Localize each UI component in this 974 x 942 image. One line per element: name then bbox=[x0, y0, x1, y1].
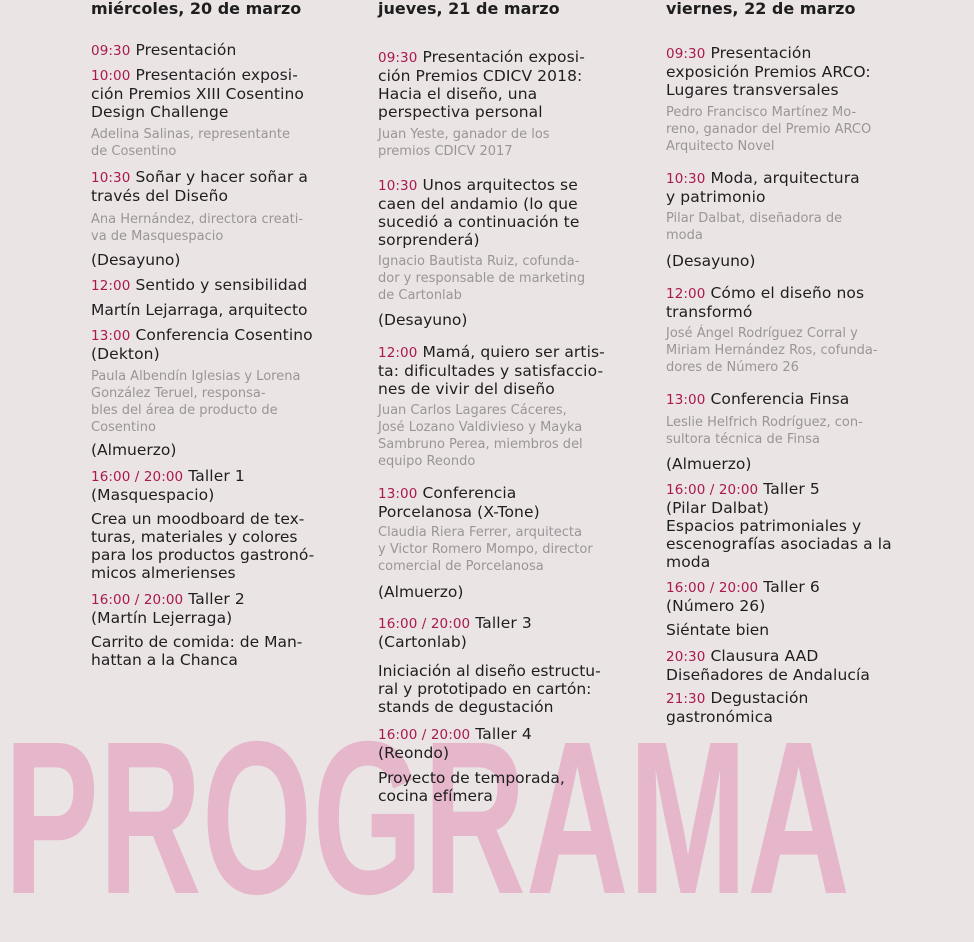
schedule-note bbox=[91, 441, 331, 459]
schedule-title: Proyecto de temporada, cocina efímera bbox=[378, 769, 565, 805]
schedule-speaker: José Ángel Rodríguez Corral y Miriam Hernández Ros, cofunda- dores de Número 26 bbox=[666, 326, 878, 375]
schedule-title: (Desayuno) bbox=[91, 251, 181, 269]
schedule-item bbox=[378, 48, 618, 121]
schedule-title: Soñar y hacer soñar a través del Diseño bbox=[91, 168, 308, 205]
schedule-note bbox=[666, 621, 906, 639]
schedule-time: 16:00 / 20:00 bbox=[91, 469, 184, 485]
schedule-time: 09:30 bbox=[378, 50, 418, 66]
schedule-title: Carrito de comida: de Man- hattan a la Chanca bbox=[91, 633, 303, 669]
schedule-note bbox=[378, 583, 618, 601]
schedule-item bbox=[378, 725, 618, 762]
schedule-title: Taller 6 (Número 26) bbox=[666, 578, 820, 615]
schedule-title: Mamá, quiero ser artis- ta: dificultades y satisfaccio- nes de vivir del diseño bbox=[378, 343, 605, 398]
schedule-time: 10:00 bbox=[91, 68, 131, 84]
schedule-time: 16:00 / 20:00 bbox=[378, 616, 471, 632]
schedule-item bbox=[666, 480, 906, 571]
schedule-time: 10:30 bbox=[666, 171, 706, 187]
schedule-title: Cómo el diseño nos transformó bbox=[666, 284, 865, 321]
schedule-time: 10:30 bbox=[378, 178, 418, 194]
day-heading: miércoles, 20 de marzo bbox=[91, 0, 302, 18]
schedule-time: 13:00 bbox=[378, 486, 418, 502]
schedule-item bbox=[91, 168, 331, 205]
schedule-time: 09:30 bbox=[91, 43, 131, 59]
schedule-note bbox=[91, 510, 331, 582]
day-heading: viernes, 22 de marzo bbox=[666, 0, 856, 18]
schedule-time: 21:30 bbox=[666, 691, 706, 707]
schedule-speaker: Ana Hernández, directora creati- va de Masquespacio bbox=[91, 212, 304, 244]
schedule-time: 09:30 bbox=[666, 46, 706, 62]
schedule-time: 13:00 bbox=[666, 392, 706, 408]
schedule-item bbox=[378, 484, 618, 521]
schedule-note bbox=[91, 633, 331, 669]
watermark-text: PROGRAMA bbox=[4, 718, 850, 918]
schedule-title: Sentido y sensibilidad bbox=[135, 276, 308, 294]
schedule-item bbox=[666, 578, 906, 615]
schedule-title: Taller 3 (Cartonlab) bbox=[378, 614, 532, 651]
schedule-title: (Almuerzo) bbox=[378, 583, 464, 601]
schedule-title: Taller 5 (Pilar Dalbat) Espacios patrimoniales y escenografías asociadas a la moda bbox=[666, 480, 892, 571]
schedule-note bbox=[378, 769, 618, 805]
schedule-item bbox=[666, 169, 906, 206]
schedule-title: Taller 1 (Masquespacio) bbox=[91, 467, 245, 504]
schedule-title: Taller 4 (Reondo) bbox=[378, 725, 532, 762]
schedule-time: 12:00 bbox=[91, 278, 131, 294]
schedule-title: Presentación bbox=[135, 41, 237, 59]
schedule-note bbox=[378, 311, 618, 329]
schedule-item bbox=[91, 276, 331, 295]
schedule-time: 20:30 bbox=[666, 649, 706, 665]
schedule-speaker: Juan Yeste, ganador de los premios CDICV 2017 bbox=[378, 127, 550, 159]
schedule-title: Iniciación al diseño estructu- ral y prototipado en cartón: stands de degustación bbox=[378, 662, 601, 716]
schedule-title: Unos arquitectos se caen del andamio (lo que sucedió a continuación te sorprenderá) bbox=[378, 176, 580, 249]
schedule-item bbox=[91, 467, 331, 504]
schedule-item bbox=[91, 326, 331, 363]
schedule-item bbox=[666, 284, 906, 321]
day-heading: jueves, 21 de marzo bbox=[378, 0, 560, 18]
schedule-title: Taller 2 (Martín Lejerraga) bbox=[91, 590, 245, 627]
schedule-title: (Desayuno) bbox=[378, 311, 468, 329]
schedule-item bbox=[666, 647, 906, 684]
schedule-time: 16:00 / 20:00 bbox=[666, 482, 759, 498]
schedule-note bbox=[91, 251, 331, 269]
schedule-title: (Almuerzo) bbox=[91, 441, 177, 459]
schedule-speaker: Paula Albendín Iglesias y Lorena González Teruel, responsa- bles del área de producto de Cosentino bbox=[91, 369, 301, 435]
schedule-item bbox=[91, 590, 331, 627]
schedule-note bbox=[666, 455, 906, 473]
schedule-title: Conferencia Finsa bbox=[710, 390, 850, 408]
schedule-speaker: Leslie Helfrich Rodríguez, con- sultora técnica de Finsa bbox=[666, 415, 863, 447]
schedule-time: 12:00 bbox=[378, 345, 418, 361]
schedule-time: 16:00 / 20:00 bbox=[378, 727, 471, 743]
schedule-title: Conferencia Porcelanosa (X-Tone) bbox=[378, 484, 540, 521]
schedule-speaker: Adelina Salinas, representante de Cosentino bbox=[91, 127, 290, 159]
schedule-item bbox=[378, 614, 618, 651]
schedule-item bbox=[378, 343, 618, 398]
schedule-item bbox=[666, 44, 906, 99]
schedule-speaker: Pilar Dalbat, diseñadora de moda bbox=[666, 211, 843, 243]
schedule-note bbox=[378, 662, 618, 716]
schedule-title: Presentación exposi- ción Premios CDICV 2018: Hacia el diseño, una perspectiva personal bbox=[378, 48, 585, 121]
schedule-item bbox=[666, 689, 906, 726]
schedule-note bbox=[91, 301, 331, 319]
schedule-title: Moda, arquitectura y patrimonio bbox=[666, 169, 860, 206]
schedule-time: 16:00 / 20:00 bbox=[91, 592, 184, 608]
schedule-title: (Desayuno) bbox=[666, 252, 756, 270]
schedule-speaker: Pedro Francisco Martínez Mo- reno, ganador del Premio ARCO Arquitecto Novel bbox=[666, 105, 872, 154]
schedule-item bbox=[91, 66, 331, 121]
schedule-time: 13:00 bbox=[91, 328, 131, 344]
schedule-title: Martín Lejarraga, arquitecto bbox=[91, 301, 308, 319]
schedule-time: 10:30 bbox=[91, 170, 131, 186]
schedule-time: 12:00 bbox=[666, 286, 706, 302]
schedule-title: Conferencia Cosentino (Dekton) bbox=[91, 326, 313, 363]
schedule-title: Presentación exposición Premios ARCO: Lugares transversales bbox=[666, 44, 871, 99]
schedule-title: Crea un moodboard de tex- turas, materiales y colores para los productos gastronó- micos almerienses bbox=[91, 510, 315, 582]
schedule-item bbox=[666, 390, 906, 409]
schedule-title: Siéntate bien bbox=[666, 621, 770, 639]
schedule-title: Presentación exposi- ción Premios XIII Cosentino Design Challenge bbox=[91, 66, 304, 121]
schedule-speaker: Juan Carlos Lagares Cáceres, José Lozano Valdivieso y Mayka Sambruno Perea, miembros del equipo Reondo bbox=[378, 403, 583, 469]
schedule-speaker: Claudia Riera Ferrer, arquitecta y Victor Romero Mompo, director comercial de Porcelanosa bbox=[378, 525, 593, 574]
schedule-title: (Almuerzo) bbox=[666, 455, 752, 473]
schedule-item bbox=[378, 176, 618, 249]
schedule-title: Degustación gastronómica bbox=[666, 689, 809, 726]
schedule-time: 16:00 / 20:00 bbox=[666, 580, 759, 596]
schedule-title: Clausura AAD Diseñadores de Andalucía bbox=[666, 647, 870, 684]
schedule-speaker: Ignacio Bautista Ruiz, cofunda- dor y responsable de marketing de Cartonlab bbox=[378, 254, 586, 303]
schedule-note bbox=[666, 252, 906, 270]
schedule-item bbox=[91, 41, 331, 60]
